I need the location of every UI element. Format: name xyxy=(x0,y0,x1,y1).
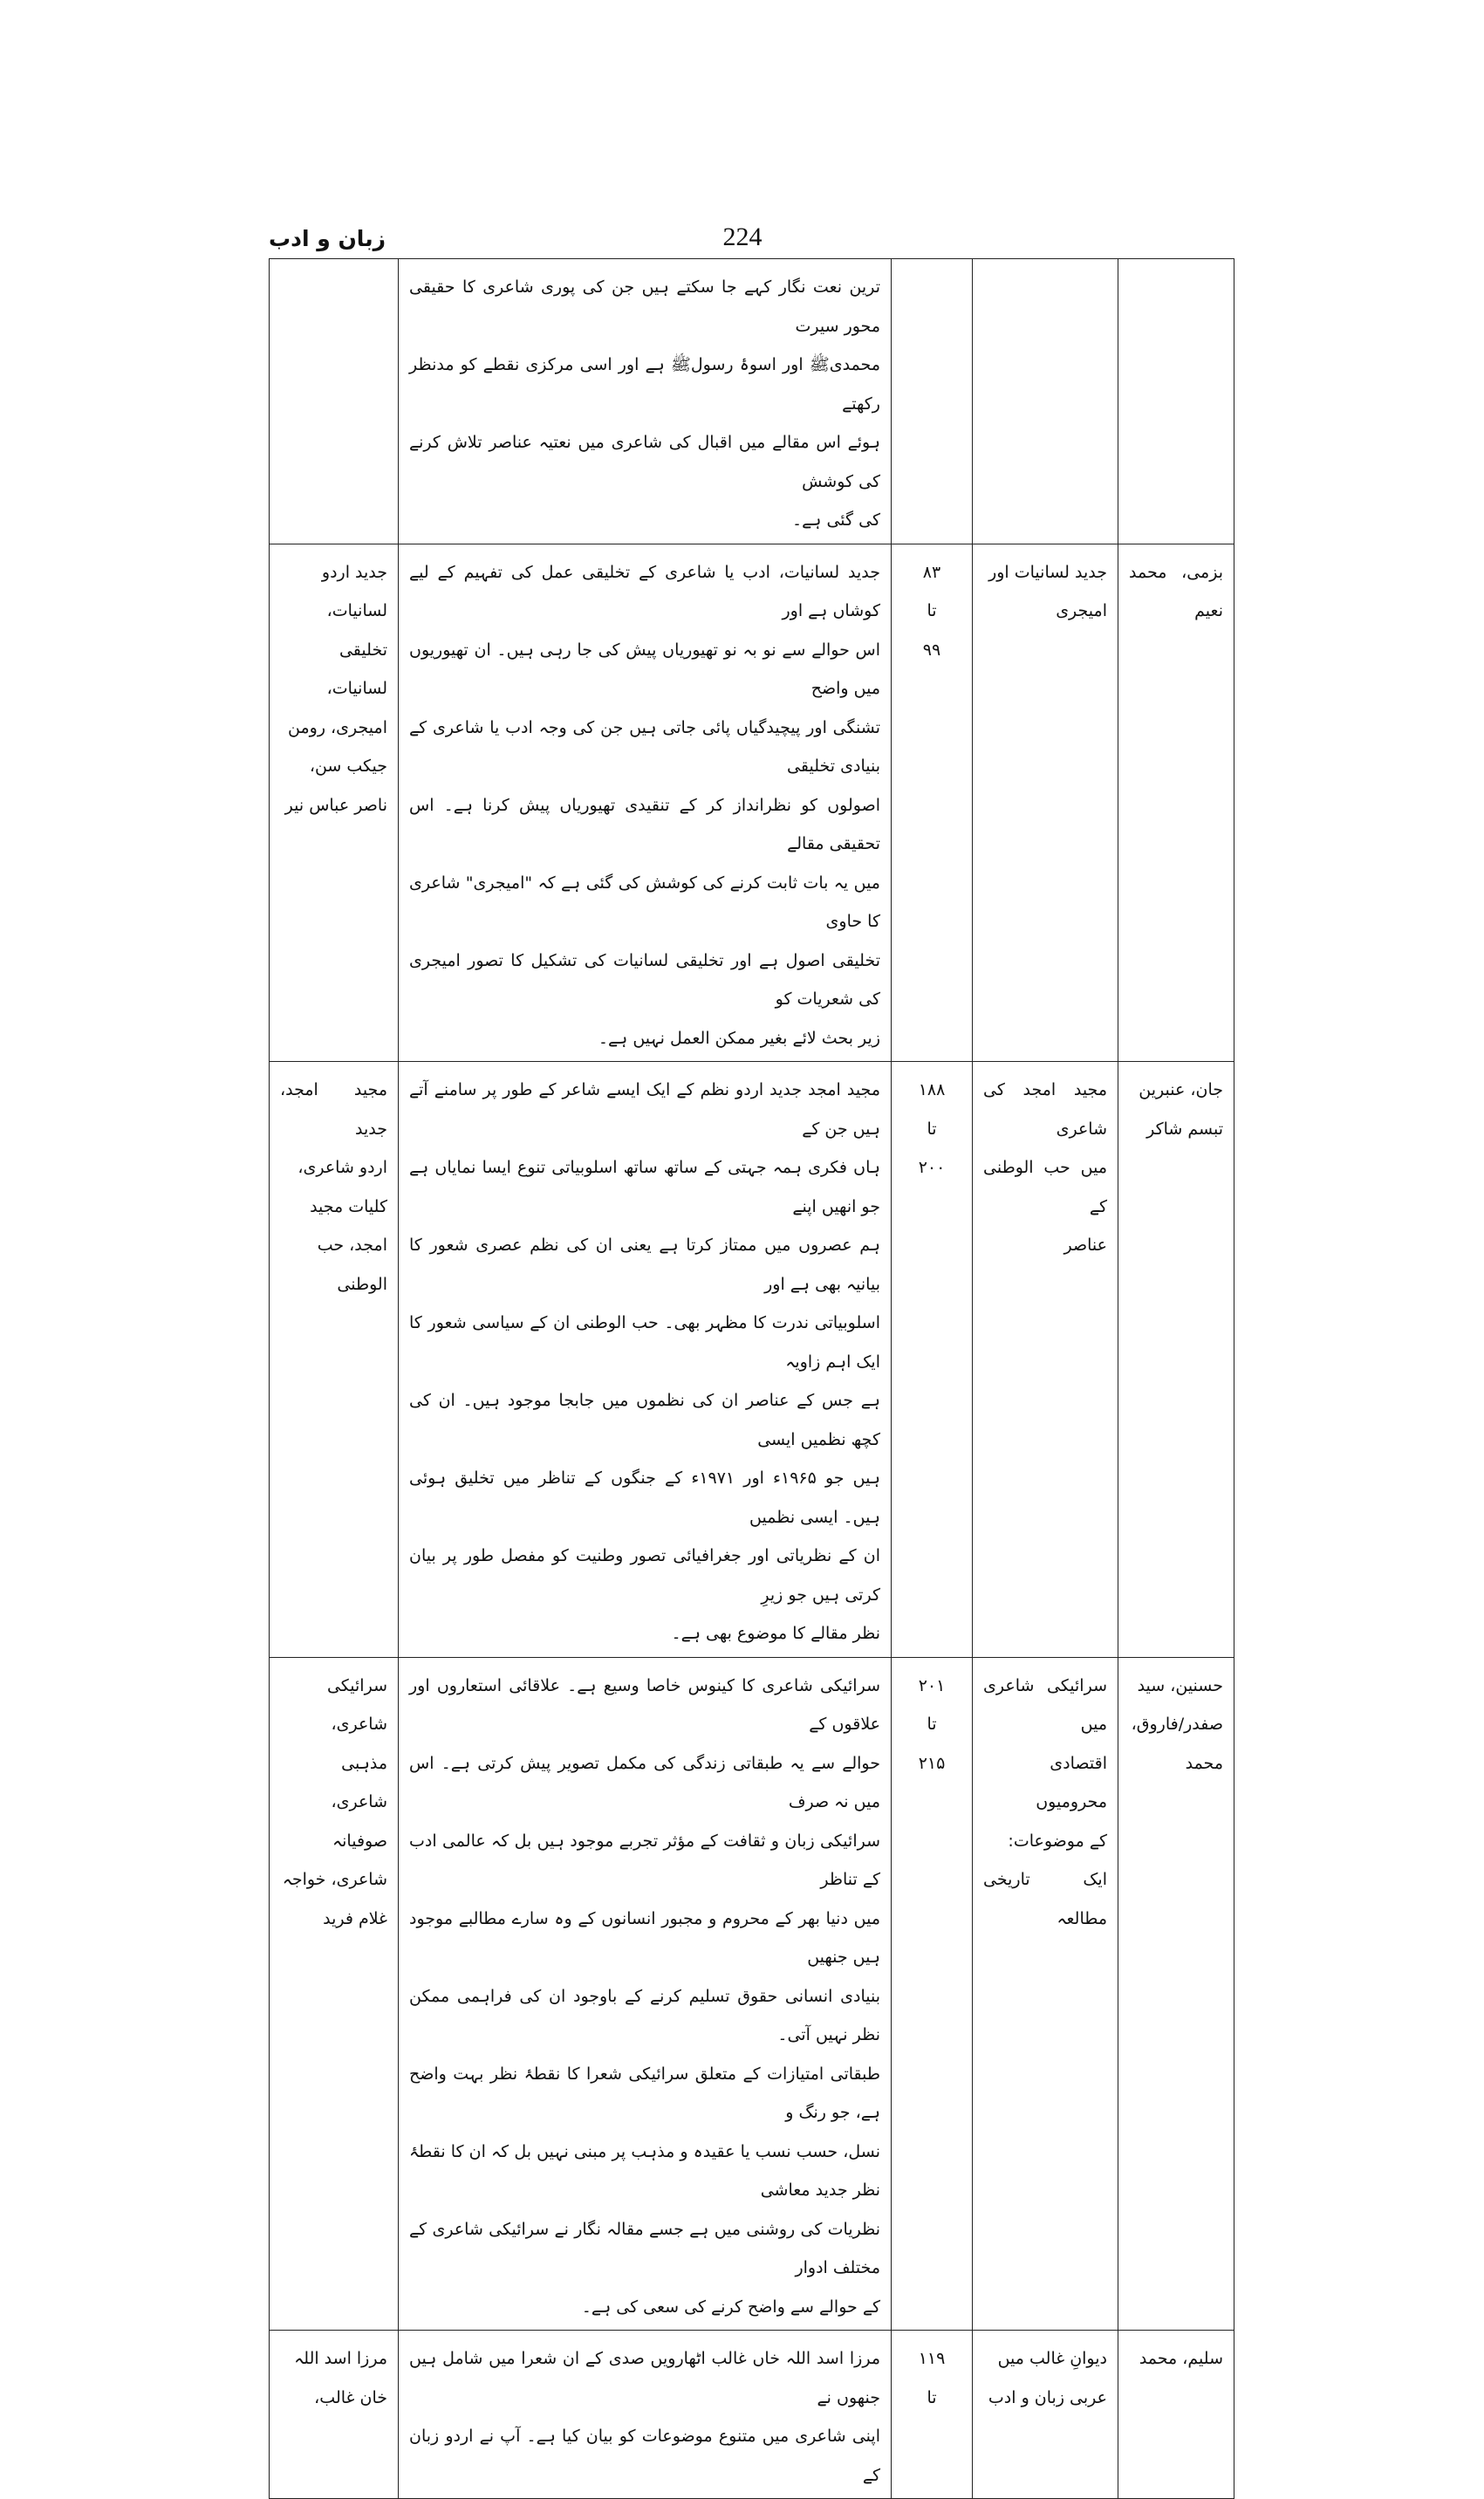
cell-line: ناصر عباس نیر xyxy=(284,795,387,815)
table-row xyxy=(270,2331,1234,2499)
cell-line: نظریات کی روشنی میں ہے جسے مقالہ نگار نے سرائیکی شاعری کے مختلف ادوار xyxy=(409,2219,880,2277)
cell-line: نسل، حسب نسب یا عقیدہ و مذہب پر مبنی نہیں بل کہ ان کا نقطۂ نظر جدید معاشی xyxy=(409,2141,880,2200)
cell-line: سرائیکی شاعری میں xyxy=(983,1675,1107,1734)
cell-line: تا xyxy=(927,1119,937,1139)
abstract-cell xyxy=(399,544,892,1062)
page-header xyxy=(269,218,1216,257)
keywords-cell xyxy=(270,2331,399,2499)
author-cell xyxy=(1118,544,1234,1062)
cell-line: کے موضوعات: xyxy=(1008,1831,1107,1851)
cell-line: ۹۹ xyxy=(922,640,941,660)
cell-line: ان کے نظریاتی اور جغرافیائی تصور وطنیت کو مفصل طور پر بیان کرتی ہیں جو زیرِ xyxy=(409,1546,880,1605)
cell-line: شاعری، خواجہ xyxy=(282,1870,387,1889)
page-number: 224 xyxy=(722,223,763,251)
cell-line: ۲۰۰ xyxy=(918,1158,946,1177)
cell-line: ہوئے اس مقالے میں اقبال کی شاعری میں نعتیہ عناصر تلاش کرنے کی کوشش xyxy=(409,433,880,491)
cell-line: جدید لسانیات اور xyxy=(988,562,1107,582)
cell-line: مذہبی شاعری، xyxy=(331,1753,387,1811)
pages-cell xyxy=(892,1657,973,2331)
table-row xyxy=(270,259,1234,544)
author-cell xyxy=(1118,2331,1234,2499)
cell-line: اسلوبیاتی ندرت کا مظہر بھی۔ حب الوطنی ان کے سیاسی شعور کا ایک اہم زاویہ xyxy=(409,1313,880,1372)
cell-line: کی گئی ہے۔ xyxy=(792,510,880,530)
cell-line: کلیات مجید xyxy=(310,1196,387,1216)
cell-line: میں دنیا بھر کے محروم و مجبور انسانوں کے وہ سارے مطالبے موجود ہیں جنھیں xyxy=(409,1908,880,1967)
cell-line: جدید لسانیات، ادب یا شاعری کے تخلیقی عمل کی تفہیم کے لیے کوشاں ہے اور xyxy=(409,562,880,620)
cell-line: اصولوں کو نظرانداز کر کے تنقیدی تھیوریاں پیش کرنا ہے۔ اس تحقیقی مقالے xyxy=(409,795,880,853)
cell-line: صفدر/فاروق، xyxy=(1131,1715,1223,1734)
cell-line: محمد xyxy=(1185,1753,1223,1773)
title-cell xyxy=(973,544,1118,1062)
cell-line: امیجری xyxy=(1056,601,1107,620)
cell-line: تا xyxy=(927,1715,937,1734)
cell-line: ترین نعت نگار کہے جا سکتے ہیں جن کی پوری شاعری کا حقیقی محور سیرت xyxy=(409,277,880,336)
abstract-cell xyxy=(399,1062,892,1658)
cell-line: جیکب سن، xyxy=(309,757,387,776)
cell-line: تشنگی اور پیچیدگیاں پائی جاتی ہیں جن کی وجہ ادب یا شاعری کے بنیادی تخلیقی xyxy=(409,717,880,776)
table-row xyxy=(270,544,1234,1062)
cell-line: نظر مقالے کا موضوع بھی ہے۔ xyxy=(671,1624,880,1643)
cell-line: ۸۳ xyxy=(922,562,941,582)
author-cell xyxy=(1118,259,1234,544)
author-cell xyxy=(1118,1062,1234,1658)
cell-line: اردو شاعری، xyxy=(297,1158,387,1177)
cell-line: امجد، حب xyxy=(317,1236,387,1255)
cell-line: صوفیانہ xyxy=(332,1831,387,1851)
cell-line: اقتصادی محرومیوں xyxy=(1036,1753,1107,1811)
cell-line: اس حوالے سے نو بہ نو تھیوریاں پیش کی جا رہی ہیں۔ ان تھیوریوں میں واضح xyxy=(409,640,880,698)
title-cell xyxy=(973,2331,1118,2499)
cell-line: سرائیکی زبان و ثقافت کے مؤثر تجربے موجود ہیں بل کہ عالمی ادب کے تناظر xyxy=(409,1831,880,1889)
cell-line: مجید امجد کی شاعری xyxy=(983,1080,1107,1139)
cell-line: تا xyxy=(927,601,937,620)
cell-line: عربی زبان و ادب xyxy=(988,2387,1107,2407)
cell-line: ۲۱۵ xyxy=(918,1753,946,1773)
cell-line: الوطنی xyxy=(337,1274,387,1294)
cell-line: سرائیکی شاعری کا کینوس خاصا وسیع ہے۔ علاقائی استعاروں اور علاقوں کے xyxy=(409,1675,880,1734)
title-cell xyxy=(973,259,1118,544)
cell-line: حسنین، سید xyxy=(1137,1675,1223,1695)
cell-line: تخلیقی لسانیات، xyxy=(326,640,387,698)
cell-line: زیر بحث لائے بغیر ممکن العمل نہیں ہے۔ xyxy=(598,1028,880,1048)
cell-line: عناصر xyxy=(1063,1236,1107,1255)
cell-line: ایک تاریخی مطالعہ xyxy=(983,1870,1107,1928)
bibliography-table xyxy=(269,258,1234,2499)
abstract-cell xyxy=(399,1657,892,2331)
keywords-cell xyxy=(270,1062,399,1658)
cell-line: ہے جس کے عناصر ان کی نظموں میں جابجا موجود ہیں۔ ان کی کچھ نظمیں ایسی xyxy=(409,1391,880,1449)
cell-line: ہاں فکری ہمہ جہتی کے ساتھ ساتھ اسلوبیاتی تنوع ایسا نمایاں ہے جو انھیں اپنے xyxy=(409,1158,880,1216)
cell-line: سرائیکی xyxy=(326,1675,387,1695)
author-cell xyxy=(1118,1657,1234,2331)
title-cell xyxy=(973,1062,1118,1658)
cell-line: طبقاتی امتیازات کے متعلق سرائیکی شعرا کا نقطۂ نظر بہت واضح ہے، جو رنگ و xyxy=(409,2064,880,2122)
pages-cell xyxy=(892,1062,973,1658)
cell-line: سلیم، محمد xyxy=(1139,2349,1223,2368)
cell-line: اپنی شاعری میں متنوع موضوعات کو بیان کیا ہے۔ آپ نے اردو زبان کے xyxy=(409,2427,880,2485)
cell-line: غلام فرید xyxy=(323,1908,387,1928)
table-row xyxy=(270,1062,1234,1658)
cell-line: لسانیات، xyxy=(326,601,387,620)
cell-line: بزمی، محمد نعیم xyxy=(1129,562,1223,620)
journal-title: زبان و ادب xyxy=(269,226,386,251)
keywords-cell xyxy=(270,1657,399,2331)
cell-line: مجید امجد، جدید xyxy=(280,1080,387,1139)
cell-line: مرزا اسد اللہ xyxy=(294,2349,387,2368)
cell-line: تا xyxy=(927,2387,937,2407)
pages-cell xyxy=(892,544,973,1062)
cell-line: ۱۸۸ xyxy=(918,1080,946,1099)
abstract-cell xyxy=(399,259,892,544)
cell-line: دیوانِ غالب میں xyxy=(997,2349,1107,2368)
pages-cell xyxy=(892,259,973,544)
cell-line: میں یہ بات ثابت کرنے کی کوشش کی گئی ہے کہ "امیجری" شاعری کا حاوی xyxy=(409,873,880,931)
cell-line: محمدیﷺ اور اسوۂ رسولﷺ ہے اور اسی مرکزی نقطے کو مدنظر رکھتے xyxy=(409,355,880,414)
cell-line: ۱۱۹ xyxy=(918,2349,946,2368)
cell-line: ہیں جو ۱۹۶۵ء اور ۱۹۷۱ء کے جنگوں کے تناظر میں تخلیق ہوئی ہیں۔ ایسی نظمیں xyxy=(409,1469,880,1527)
keywords-cell xyxy=(270,544,399,1062)
cell-line: امیجری، رومن xyxy=(288,717,387,737)
cell-line: ۲۰۱ xyxy=(918,1675,946,1695)
cell-line: جدید اردو xyxy=(321,562,387,582)
cell-line: تبسم شاکر xyxy=(1146,1119,1223,1139)
cell-line: خان غالب، xyxy=(314,2387,387,2407)
cell-line: جان، عنبرین xyxy=(1139,1080,1223,1099)
pages-cell xyxy=(892,2331,973,2499)
keywords-cell xyxy=(270,259,399,544)
cell-line: کے حوالے سے واضح کرنے کی سعی کی ہے۔ xyxy=(581,2297,880,2317)
title-cell xyxy=(973,1657,1118,2331)
cell-line: مجید امجد جدید اردو نظم کے ایک ایسے شاعر کے طور پر سامنے آتے ہیں جن کے xyxy=(409,1080,880,1139)
cell-line: بنیادی انسانی حقوق تسلیم کرنے کے باوجود ان کی فراہمی ممکن نظر نہیں آتی۔ xyxy=(409,1986,880,2044)
cell-line: مرزا اسد اللہ خاں غالب اٹھارویں صدی کے ان شعرا میں شامل ہیں جنھوں نے xyxy=(409,2349,880,2407)
cell-line: شاعری، xyxy=(331,1715,387,1734)
cell-line: حوالے سے یہ طبقاتی زندگی کی مکمل تصویر پیش کرتی ہے۔ اس میں نہ صرف xyxy=(409,1753,880,1811)
cell-line: ہم عصروں میں ممتاز کرتا ہے یعنی ان کی نظم عصری شعور کا بیانیہ بھی ہے اور xyxy=(409,1236,880,1294)
cell-line: تخلیقی اصول ہے اور تخلیقی لسانیات کی تشکیل کا تصور امیجری کی شعریات کو xyxy=(409,950,880,1009)
abstract-cell xyxy=(399,2331,892,2499)
cell-line: میں حب الوطنی کے xyxy=(983,1158,1107,1216)
table-row xyxy=(270,1657,1234,2331)
